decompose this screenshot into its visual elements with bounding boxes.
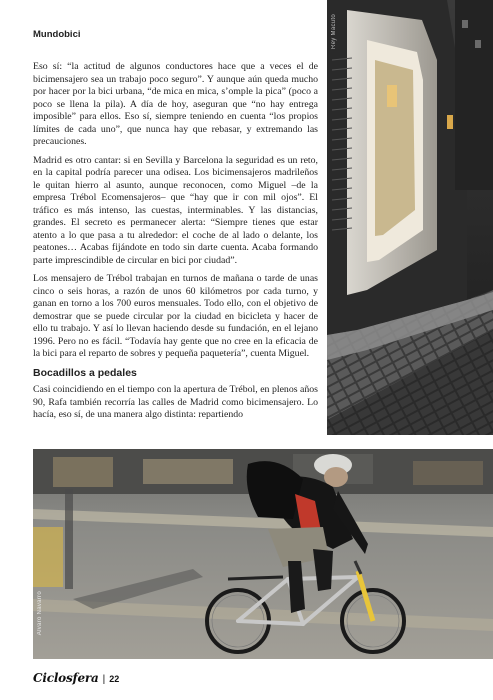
article-paragraph: Eso sí: “la actitud de algunos conductores hace que a veces el de bicimensajero sea un trabajo poco seguro”. Y aunque aún queda mucho por hacer por la bici urbana, “de mica en mica, s’omple la pica” (poco a poco se llena la pila). A día de hoy, aseguran que “no hay entrega imposible” para ellos. Eso sí, siempre teniendo en cuenta “los propios límites de cada uno”, que nunca hay que rebasar, y extremando las precauciones. xyxy=(33,61,318,147)
street-photo xyxy=(327,0,493,435)
section-label: Mundobici xyxy=(33,29,81,40)
subheading: Bocadillos a pedales xyxy=(33,366,137,379)
page-footer xyxy=(33,671,119,685)
magazine-brand: Ciclosfera xyxy=(33,671,99,685)
footer-separator: | xyxy=(102,674,106,685)
article-paragraph: Los mensajero de Trébol trabajan en turnos de mañana o tarde de unas cinco o seis horas, a razón de unos 60 kilómetros por cada turno, y ganan en torno a los 700 euros mensuales. Todo ello, con el objetivo de demostrar que se puede circular por la ciudad en bicicleta y hacer de ello tu trabajo. Y así lo llevan haciendo desde su fundación, en el lejano 1996. Pero no es fácil. “Todavía hay gente que no cree en la eficacia de la bici para el reparto de sobres y pequeña paquetería”, cuenta Miguel. xyxy=(33,273,318,359)
street-photo-credit: Rey Macuto xyxy=(331,14,337,50)
article-paragraph: Madrid es otro cantar: si en Sevilla y Barcelona la seguridad es un reto, en la capital podría parecer una odisea. Los bicimensajeros madrileños le quitan hierro al asunto, aunque reconocen, como Miguel –de la empresa Trébol Ecomensajeros– que “hay que ir con mil ojos”. El tráfico es más intenso, las cuestas, interminables. Y las distancias, grandes. El secreto es permanecer alerta: “Siempre tienes que estar atento a lo que pasa a tu alrededor: el coche de al lado o delante, los peatones… Acabas fijándote en todo sin darte cuenta. Acaba formando parte imprescindible de circular en bici por ciudad”. xyxy=(33,154,318,266)
article-paragraph-final: Casi coincidiendo en el tiempo con la apertura de Trébol, en plenos años 90, Rafa también recorría las calles de Madrid como bicimensajero. Lo hacía, eso sí, de una manera algo distinta: repartiendo xyxy=(33,384,318,420)
cyclist-photo-credit: Alvaro Navarro xyxy=(37,591,43,636)
article-column xyxy=(33,61,318,439)
page-number: 22 xyxy=(109,674,120,684)
cyclist-photo xyxy=(33,449,493,659)
